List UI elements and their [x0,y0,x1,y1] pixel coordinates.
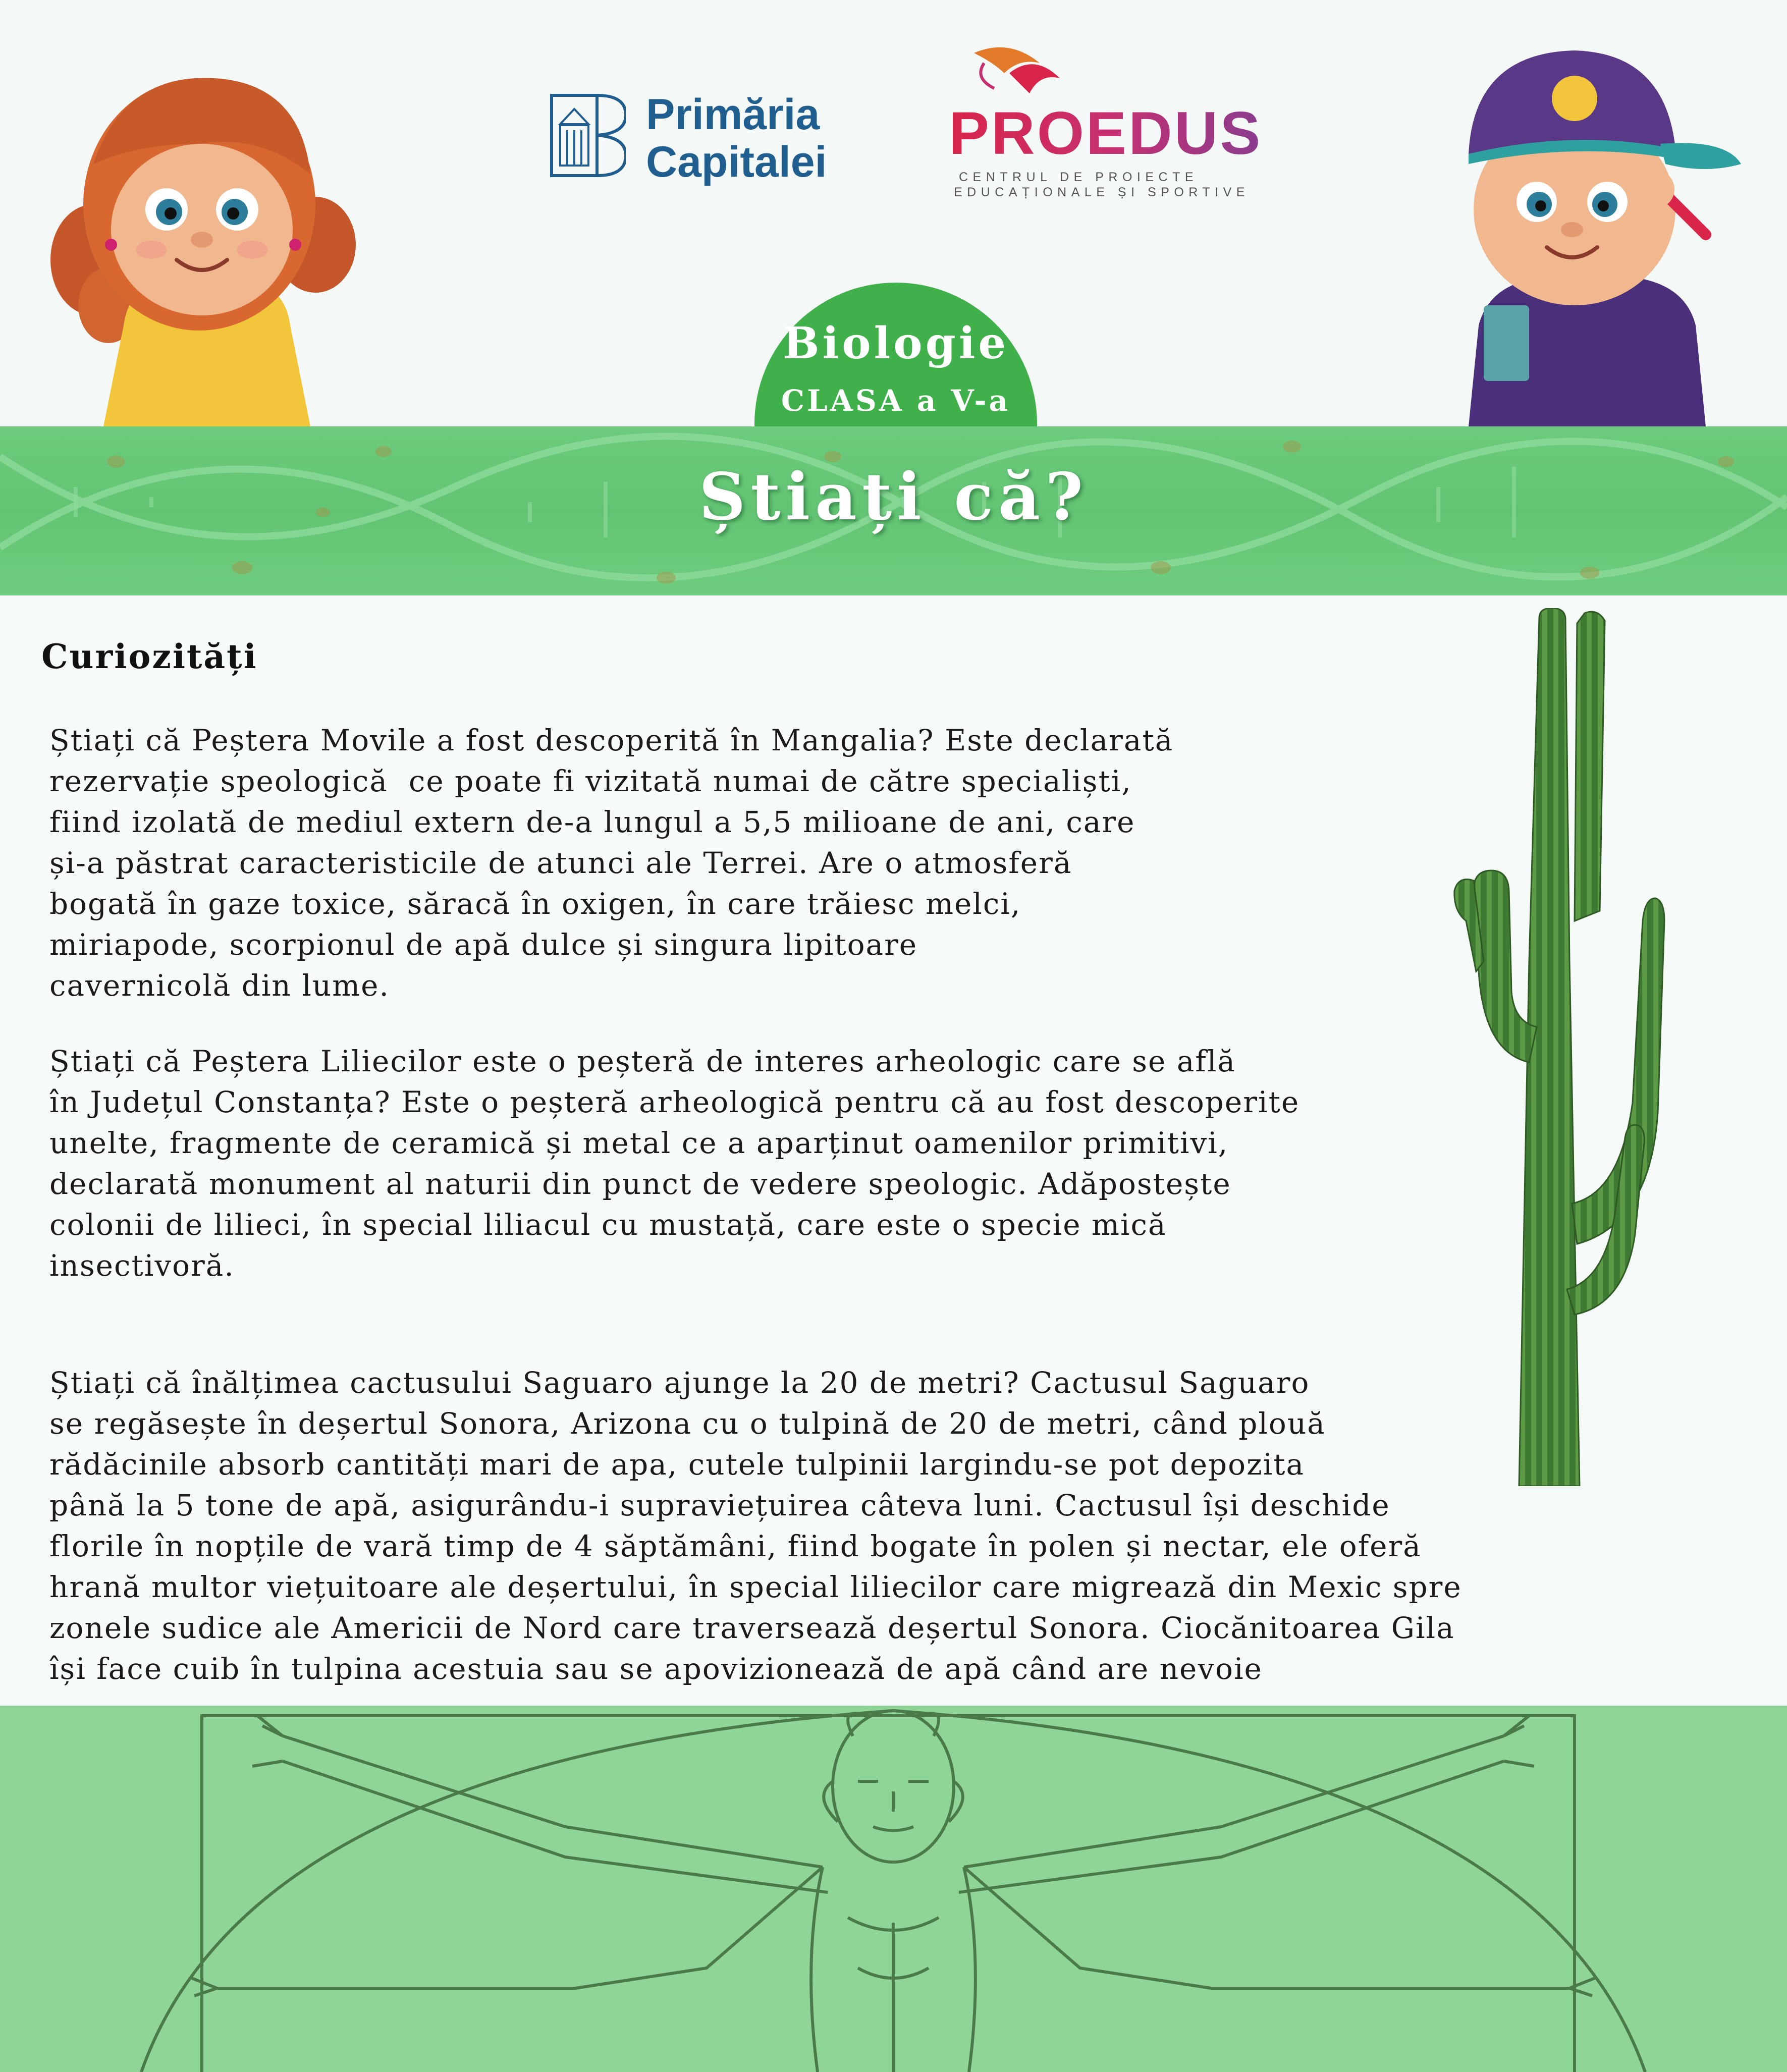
primaria-capitalei-logo [550,90,863,186]
boy-mascot-illustration [1423,23,1746,426]
proedus-tagline-line2: EDUCAȚIONALE ȘI SPORTIVE [954,185,1250,199]
page-header [0,0,1787,426]
primaria-logo-line2: Capitalei [646,138,827,186]
proedus-logo [949,43,1263,199]
section-heading: Curiozități [41,637,258,676]
title-banner [0,426,1787,595]
girl-mascot-illustration [48,43,361,426]
subject-title: Biologie [782,318,1009,369]
primaria-logo-line1: Primăria [646,90,820,139]
paragraph-pestera-liliecilor: Știați că Peștera Liliecilor este o peșteră de interes arheologic care se află în Județul Constanța? Este o peșteră arheologică pentru că au fost descoperite unelte, fragmente de ceramică și metal ce a aparținut oamenilor primitivi, declarată monument al naturii din punct de vedere speologic. Adăpostește colonii de lilieci, în special liliacul cu mustață, care este o specie mică insectivoră. [49,1044,1300,1283]
subject-class-label: CLASA a V-a [781,384,1011,418]
paragraph-cactus-saguaro: Știați că înălțimea cactusului Saguaro ajunge la 20 de metri? Cactusul Saguaro se regăsește în deșertul Sonora, Arizona cu o tulpină de 20 de metri, când plouă rădăcinile absorb cantități mari de apa, cutele tulpinii largindu-se pot depozita până la 5 tone de apă, asigurându-i supraviețuirea câteva luni. Cactusul își deschide florile în nopțile de vară timp de 4 săptămâni, fiind bogate în polen și nectar, ele oferă hrană multor viețuitoare ale deșertului, în special liliecilor care migrează din Mexic spre zonele sudice ale Americii de Nord care traversează deșertul Sonora. Ciocănitoarea Gila își face cuib în tulpina acestuia sau se apovizionează de apă când are nevoie [49,1366,1462,1686]
vitruvian-man-footer [0,1706,1787,2072]
primaria-logo-text [646,91,827,186]
paragraph-pestera-movile: Știați că Peștera Movile a fost descoperită în Mangalia? Este declarată rezervație speologică ce poate fi vizitată numai de către specialiști, fiind izolată de mediul extern de-a lungul a 5,5 milioane de ani, care și-a păstrat caracteristicile de atunci ale Terrei. Are o atmosferă bogată în gaze toxice, săracă în oxigen, în care trăiesc melci, miriapode, scorpionul de apă dulce și singura lipitoare cavernicolă din lume. [49,723,1174,1003]
banner-title: Știați că? [698,459,1089,535]
proedus-tagline-line1: CENTRUL DE PROIECTE [959,170,1199,184]
primaria-emblem-icon [550,94,626,177]
proedus-logo-name: PROEDUS [949,99,1263,167]
vitruvian-man-illustration [0,1706,1787,2072]
saguaro-cactus-illustration [1453,608,1665,1486]
